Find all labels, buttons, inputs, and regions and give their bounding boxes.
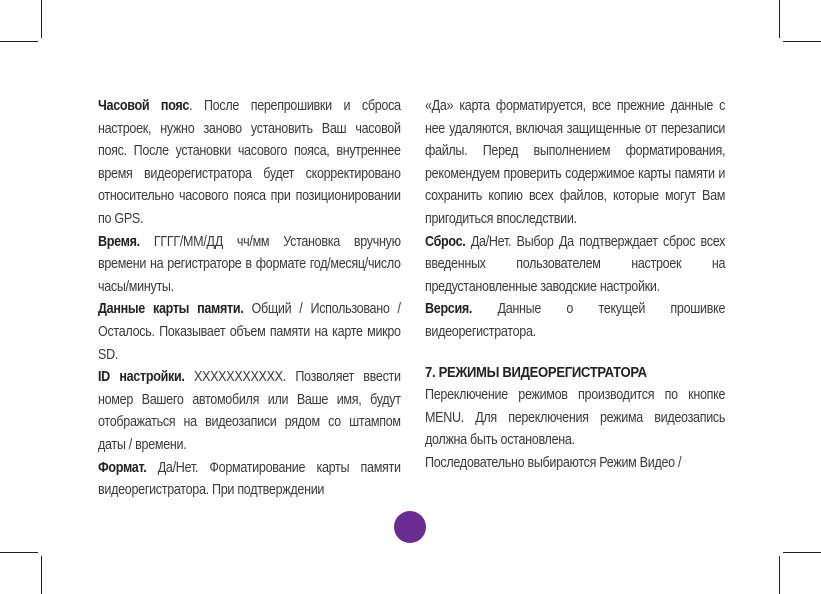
setting-format: Формат. Да/Нет. Форматирование карты памяти видеорегистратора. При подтверждении: [98, 459, 401, 499]
crop-mark-bottom-right-h: [783, 552, 821, 553]
section-heading: 7. РЕЖИМЫ ВИДЕОРЕГИСТРАТОРА: [425, 363, 647, 381]
format-continuation: «Да» карта форматируется, все прежние данные с нее удаляются, включая защищенные от перезаписи файлы. Перед выполнением форматирования, рекомендуем проверить содержимое карты памяти и сохранить копию всех файлов, которые могут Вам пригодиться впоследствии.: [425, 98, 726, 227]
crop-mark-top-right: [779, 0, 780, 38]
crop-mark-top-left: [41, 0, 42, 38]
setting-id: ID настройки. XXXXXXXXXXX. Позволяет ввести номер Вашего автомобиля или Ваше имя, будут отображаться на видеозаписи рядом со штампом даты / времени.: [98, 369, 401, 453]
setting-timezone: Часовой пояс. После перепрошивки и сброса настроек, нужно заново установить Ваш часовой пояс. После установки часового пояса, внутреннее время видеорегистратора будет скорректировано относительно часового пояса при позиционировании по GPS.: [98, 98, 401, 227]
left-column: [98, 95, 401, 502]
setting-version: Версия. Данные о текущей прошивке видеорегистратора.: [425, 301, 726, 340]
page-marker-dot: [394, 511, 426, 543]
crop-mark-top-left-h: [0, 41, 38, 42]
crop-mark-bottom-left: [41, 556, 42, 594]
crop-mark-bottom-left-h: [0, 552, 38, 553]
crop-mark-bottom-right: [779, 556, 780, 594]
modes-paragraph-2: Последовательно выбираются Режим Видео /: [425, 454, 682, 471]
right-column: [425, 95, 725, 475]
setting-memory-card: Данные карты памяти. Общий / Использовано / Осталось. Показывает объем памяти на карте микро SD.: [98, 301, 401, 363]
setting-time: Время. ГГГГ/ММ/ДД чч/мм Установка вручную времени на регистраторе в формате год/месяц/число часы/минуты.: [98, 233, 401, 295]
modes-paragraph: Переключение режимов производится по кнопке MENU. Для переключения режима видеозапись должна быть остановлена.: [425, 387, 726, 449]
crop-mark-top-right-h: [783, 41, 821, 42]
setting-reset: Сброс. Да/Нет. Выбор Да подтверждает сброс всех введенных пользователем настроек на предустановленные заводские настройки.: [425, 233, 726, 295]
